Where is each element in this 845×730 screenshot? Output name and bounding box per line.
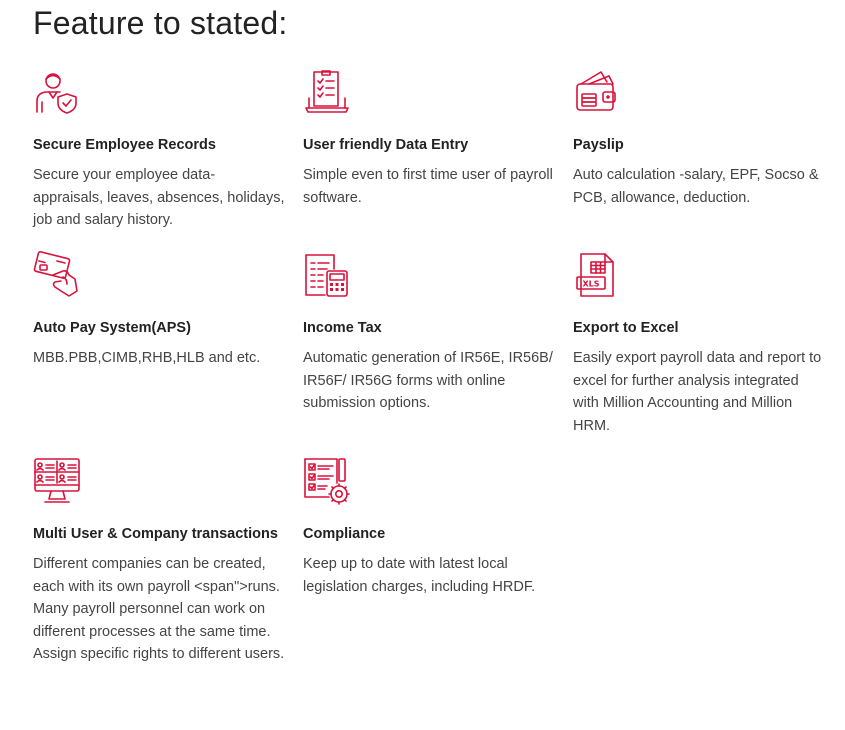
- feature-description: Secure your employee data- appraisals, leaves, absences, holidays, job and salary history.: [33, 167, 285, 228]
- payslip-wallet-icon: [573, 68, 621, 116]
- feature-description: Keep up to date with latest local legislation charges, including HRDF.: [303, 556, 536, 595]
- feature-multi-user-company: [33, 457, 285, 666]
- feature-income-tax: [303, 251, 555, 415]
- feature-description: Simple even to first time user of payroll software.: [303, 167, 553, 206]
- compliance-gear-icon: [303, 457, 351, 505]
- feature-description: MBB.PBB,CIMB,RHB,HLB and etc.: [33, 350, 261, 366]
- feature-compliance: [303, 457, 555, 598]
- feature-title: Secure Employee Records: [33, 137, 216, 153]
- data-entry-icon: [303, 68, 351, 116]
- feature-title: Compliance: [303, 526, 386, 542]
- feature-title: Auto Pay System(APS): [33, 320, 191, 336]
- feature-title: Export to Excel: [573, 320, 679, 336]
- card-payment-icon: [33, 251, 81, 299]
- feature-user-friendly-data-entry: [303, 68, 555, 209]
- feature-title: User friendly Data Entry: [303, 137, 469, 153]
- svg-text:XLS: XLS: [582, 279, 600, 289]
- xls-file-icon: [573, 251, 621, 299]
- feature-description: Automatic generation of IR56E, IR56B/ IR56F/ IR56G forms with online submission options.: [303, 350, 553, 411]
- feature-secure-employee-records: [33, 68, 285, 232]
- feature-export-to-excel: [573, 251, 825, 437]
- feature-description: Different companies can be created, each with its own payroll <span">runs. Many payroll personnel can work on different processes at the same time. Assign specific rights to different users.: [33, 556, 285, 662]
- income-tax-calculator-icon: [303, 251, 351, 299]
- feature-title: Income Tax: [303, 320, 382, 336]
- feature-description: Auto calculation -salary, EPF, Socso & PCB, allowance, deduction.: [573, 167, 819, 206]
- multi-user-monitor-icon: [33, 457, 81, 505]
- feature-title: Payslip: [573, 137, 624, 153]
- feature-description: Easily export payroll data and report to excel for further analysis integrated with Million Accounting and Million HRM.: [573, 350, 822, 434]
- secure-employee-icon: [33, 68, 81, 116]
- feature-title: Multi User & Company transactions: [33, 526, 278, 542]
- feature-auto-pay-system: [33, 251, 285, 370]
- feature-payslip: [573, 68, 825, 209]
- page-heading: Feature to stated:: [33, 5, 288, 41]
